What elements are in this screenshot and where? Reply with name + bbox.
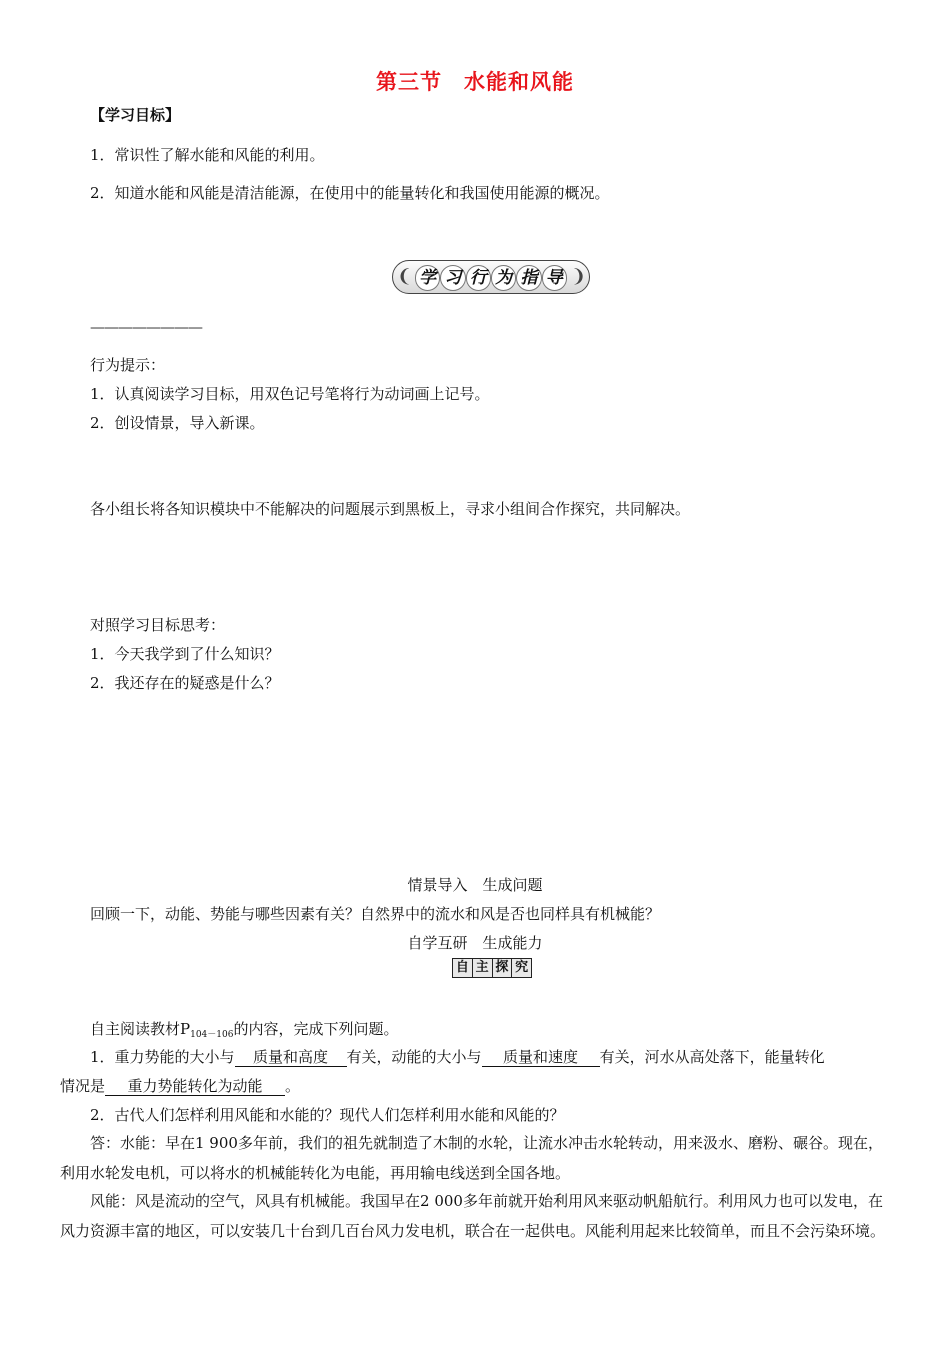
box-char: 探	[493, 959, 513, 977]
banner-char: 学	[415, 265, 440, 291]
banner-char: 行	[466, 265, 491, 291]
behavior-item: 2．创设情景，导入新课。	[90, 414, 265, 432]
question-1-text: 1．重力势能的大小与	[90, 1048, 235, 1066]
box-char: 究	[512, 959, 531, 977]
reading-prefix: 自主阅读教材P	[90, 1020, 191, 1038]
section-heading: 自学互研 生成能力	[407, 934, 543, 952]
banner-right-ornament-icon: ❩	[571, 266, 587, 287]
study-guide-banner	[392, 260, 590, 294]
reflection-heading: 对照学习目标思考：	[90, 616, 226, 634]
question-1-text: 有关，动能的大小与	[346, 1048, 482, 1066]
question-1-text: 。	[285, 1077, 301, 1095]
reflection-item: 1．今天我学到了什么知识？	[90, 645, 280, 663]
question-1-line-1	[90, 1046, 825, 1067]
self-study-box-banner	[452, 958, 532, 978]
reflection-item: 2．我还存在的疑惑是什么？	[90, 674, 280, 692]
behavior-item: 1．认真阅读学习目标，用双色记号笔将行为动词画上记号。	[90, 385, 490, 403]
page-range-subscript: 104－106	[190, 1030, 234, 1040]
objective-item: 2．知道水能和风能是清洁能源，在使用中的能量转化和我国使用能源的概况。	[90, 184, 610, 202]
objectives-heading: 【学习目标】	[90, 106, 181, 124]
reading-suffix: 的内容，完成下列问题。	[233, 1020, 399, 1038]
answer-blank: 质量和高度	[235, 1049, 347, 1067]
question-1-line-2	[60, 1075, 300, 1096]
reading-instruction	[90, 1018, 398, 1040]
banner-characters	[415, 263, 567, 293]
box-char: 主	[473, 959, 493, 977]
banner-char: 习	[440, 265, 465, 291]
banner-char: 导	[542, 265, 567, 291]
answer-blank: 质量和速度	[482, 1049, 600, 1067]
banner-char: 为	[491, 265, 516, 291]
answer-water-paragraph: 答：水能：早在1 900多年前，我们的祖先就制造了木制的水轮，让流水冲击水轮转动，用来汲水、磨粉、碾谷。现在，利用水轮发电机，可以将水的机械能转化为电能，再用输电线送到全国各地。	[60, 1134, 883, 1182]
answer-wind-paragraph: 风能：风是流动的空气，风具有机械能。我国早在2 000多年前就开始利用风来驱动帆船航行。利用风力也可以发电，在风力资源丰富的地区，可以安装几十台到几百台风力发电机，联合在一起供电。风能利用起来比较简单，而且不会污染环境。	[60, 1192, 886, 1240]
behavior-heading: 行为提示：	[90, 356, 166, 374]
divider-line: ————————	[90, 318, 202, 336]
question-1-text: 情况是	[60, 1077, 106, 1095]
question-2: 2．古代人们怎样利用风能和水能的？现代人们怎样利用水能和风能的？	[90, 1106, 565, 1124]
page-title: 第三节 水能和风能	[376, 70, 574, 94]
box-char: 自	[453, 959, 473, 977]
section-intro-text: 回顾一下，动能、势能与哪些因素有关？自然界中的流水和风是否也同样具有机械能？	[90, 905, 661, 923]
banner-left-ornament-icon: ❨	[397, 266, 413, 287]
banner-char: 指	[516, 265, 541, 291]
group-note: 各小组长将各知识模块中不能解决的问题展示到黑板上，寻求小组间合作探究，共同解决。	[90, 500, 691, 518]
section-heading: 情景导入 生成问题	[407, 876, 543, 894]
objective-item: 1．常识性了解水能和风能的利用。	[90, 146, 325, 164]
answer-blank: 重力势能转化为动能	[105, 1078, 285, 1096]
question-1-text: 有关，河水从高处落下，能量转化	[599, 1048, 825, 1066]
